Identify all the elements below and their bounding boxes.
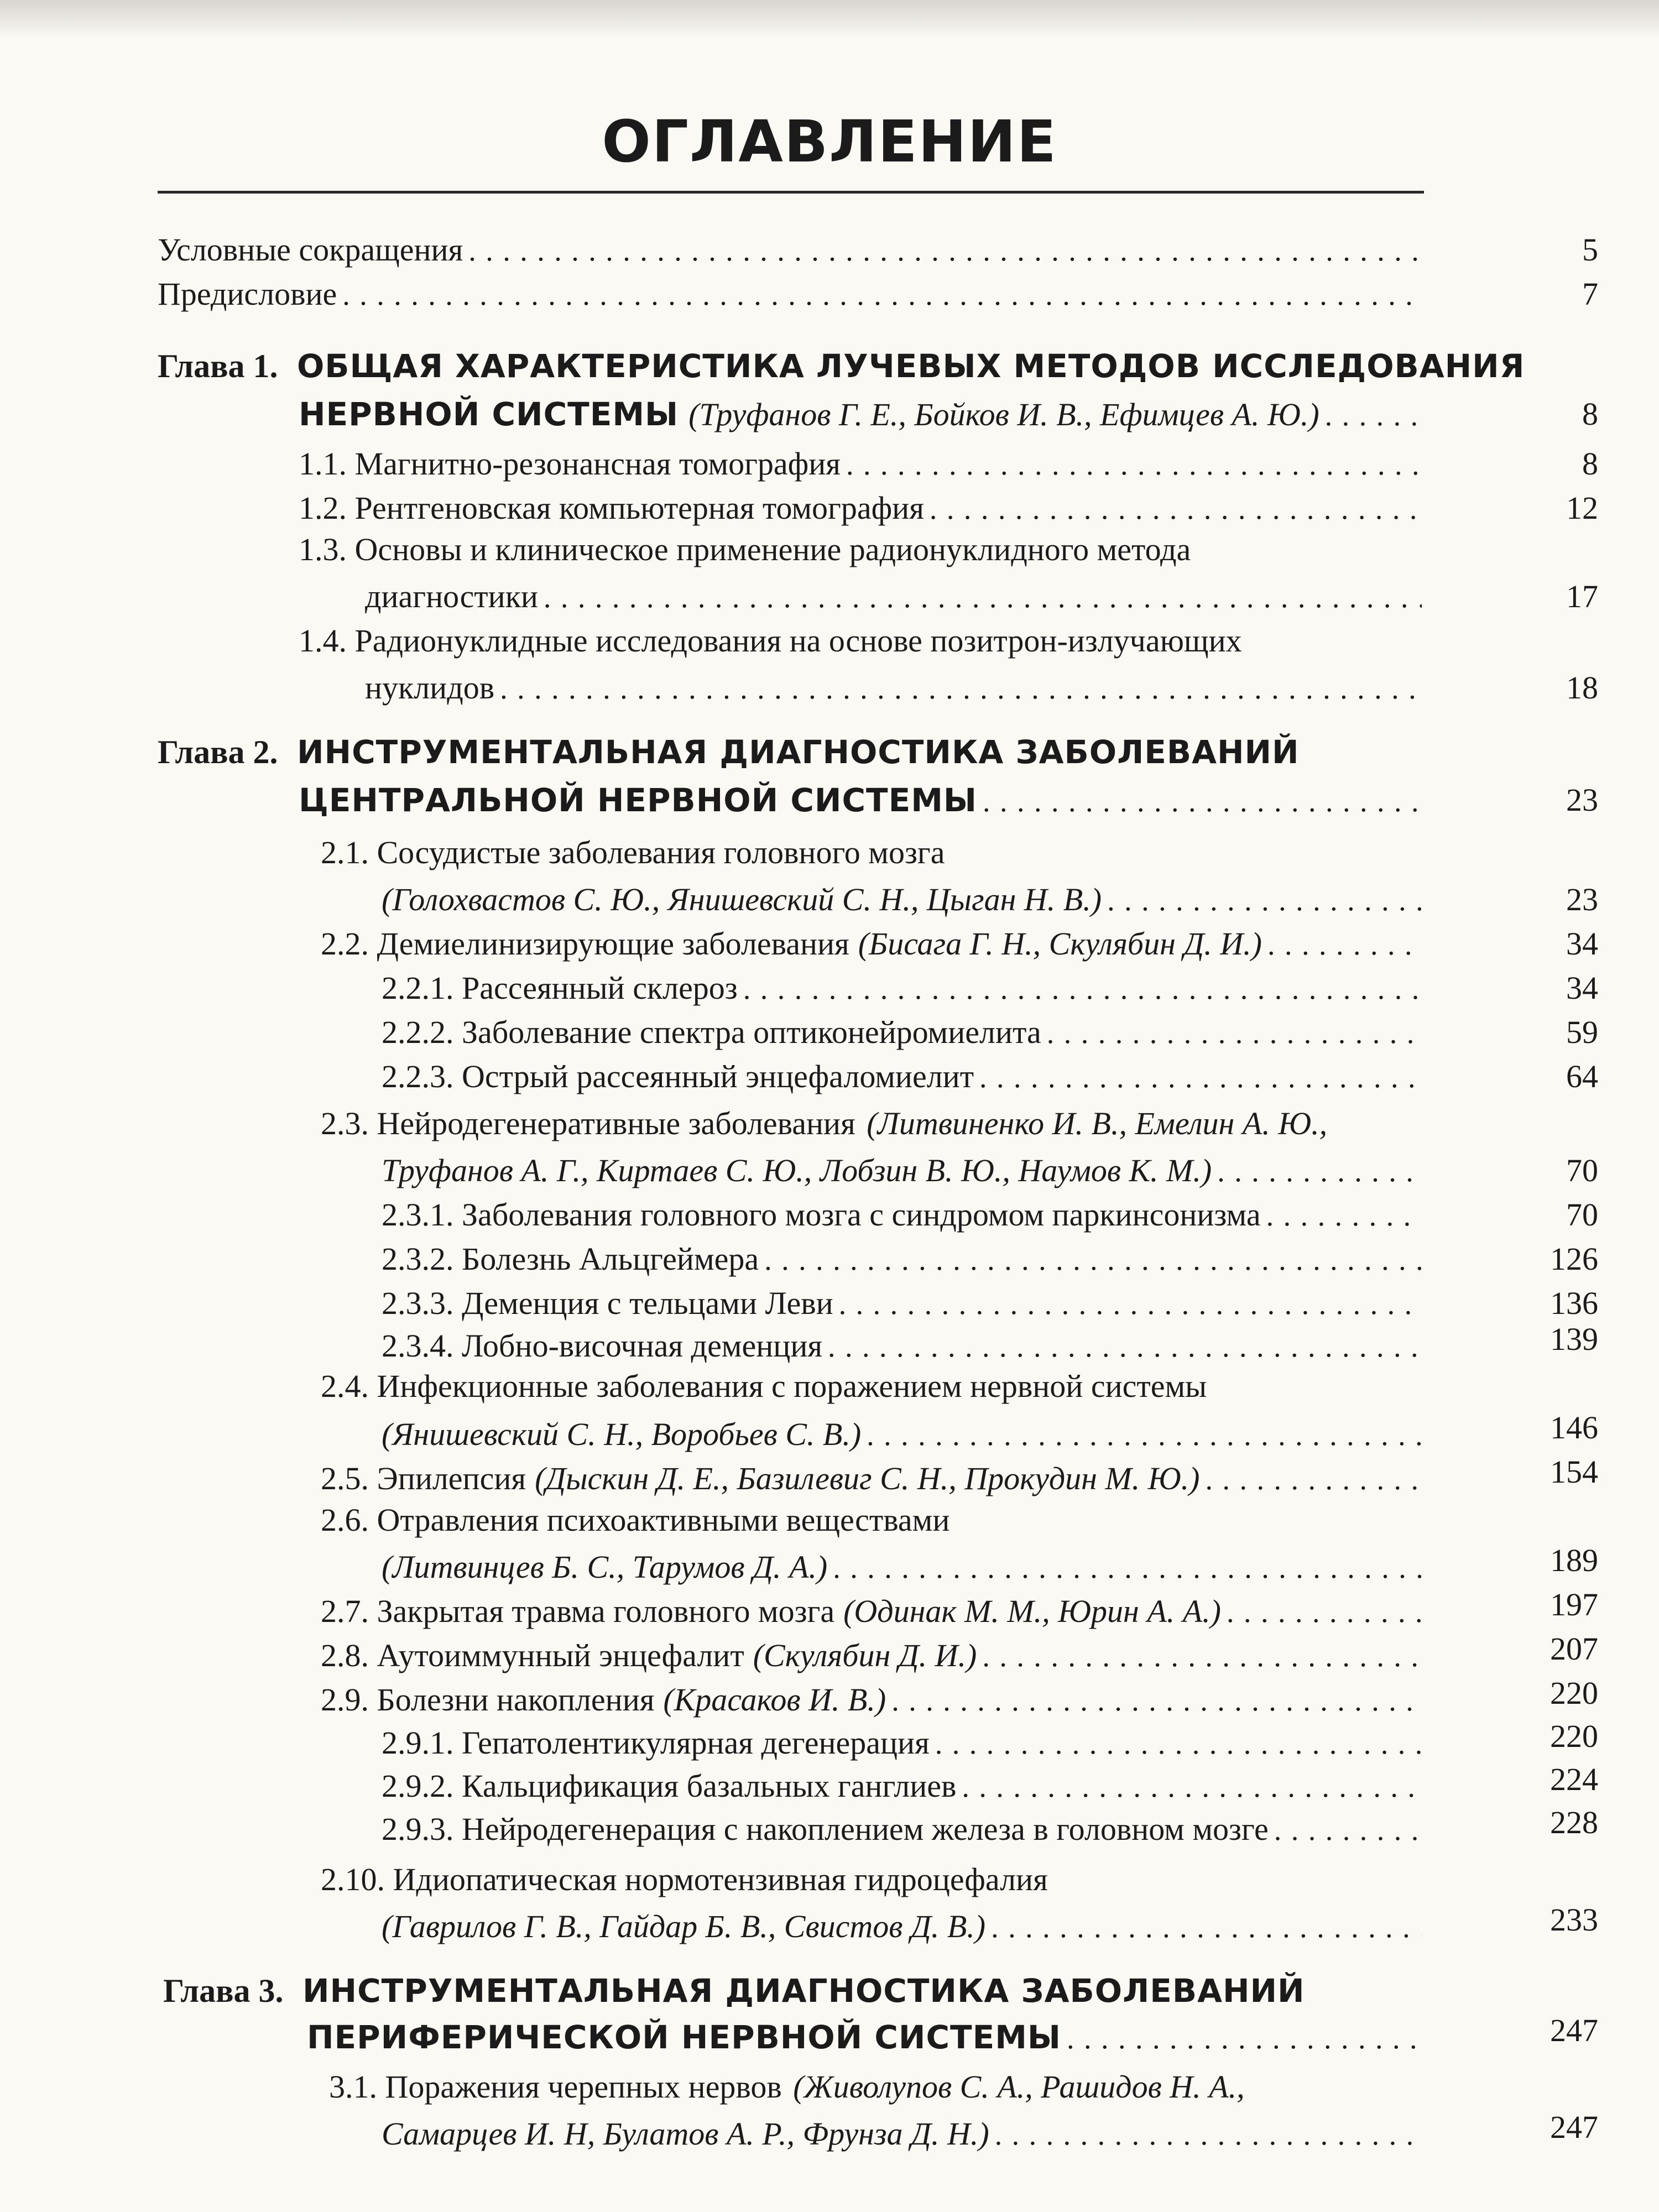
- leader-dots: [1047, 1016, 1422, 1050]
- leader-dots: [962, 1770, 1422, 1804]
- toc-entry-label: 1.4. Радионуклидные исследования на основе позитрон-излучающих: [299, 623, 1242, 659]
- toc-entry-label: 2.9.3. Нейродегенерация с накоплением железа в головном мозге: [382, 1811, 1269, 1847]
- toc-entry-2-7[interactable]: [321, 1593, 1430, 1630]
- toc-page-number: 224: [1550, 1761, 1598, 1797]
- toc-entry-2-9-2[interactable]: [382, 1767, 1430, 1804]
- leader-dots: [764, 1243, 1422, 1277]
- toc-entry-authors: (Живолупов С. А., Рашидов Н. А.,: [793, 2069, 1245, 2105]
- toc-entry-label: 2.8. Аутоиммунный энцефалит: [321, 1637, 744, 1673]
- toc-entry-authors: (Литвиненко И. В., Емелин А. Ю.,: [867, 1105, 1328, 1141]
- leader-dots: [468, 233, 1422, 268]
- toc-entry-authors: Самарцев И. Н, Булатов А. Р., Фрунза Д. Н.): [382, 2116, 989, 2152]
- page-title: ОГЛАВЛЕНИЕ: [602, 108, 1057, 175]
- toc-entry-label: 2.7. Закрытая травма головного мозга: [321, 1593, 835, 1629]
- toc-entry-2-2-3[interactable]: [382, 1058, 1430, 1095]
- toc-page-number: 220: [1550, 1675, 1598, 1711]
- toc-page-number: 228: [1550, 1804, 1598, 1840]
- toc-entry-2-5[interactable]: [321, 1460, 1430, 1497]
- chapter-3-heading[interactable]: [163, 1972, 1305, 2010]
- leader-dots: [1274, 1813, 1422, 1847]
- toc-entry-2-4-cont[interactable]: [382, 1416, 1430, 1453]
- toc-entry-3-1[interactable]: [329, 2071, 1245, 2103]
- chapter-label: Глава 3.: [163, 1973, 284, 2009]
- leader-dots: [991, 1910, 1422, 1944]
- toc-entry-label: 2.2.3. Острый рассеянный энцефаломиелит: [382, 1058, 974, 1094]
- leader-dots: [743, 972, 1422, 1006]
- toc-entry-1-3-cont[interactable]: [365, 578, 1430, 615]
- toc-entry-authors: (Голохвастов С. Ю., Янишевский С. Н., Цыган Н. В.): [382, 881, 1102, 917]
- toc-page-number: 18: [1566, 670, 1598, 706]
- toc-entry-1-4-cont[interactable]: [365, 669, 1430, 706]
- leader-dots: [1067, 2021, 1422, 2056]
- toc-entry-authors: Труфанов А. Г., Киртаев С. Ю., Лобзин В. Ю., Наумов К. М.): [382, 1152, 1212, 1188]
- toc-page-number: 7: [1582, 276, 1598, 312]
- toc-page-number: 8: [1582, 396, 1598, 432]
- chapter-title: ЦЕНТРАЛЬНОЙ НЕРВНОЙ СИСТЕМЫ: [299, 781, 978, 819]
- toc-entry-authors: (Литвинцев Б. С., Тарумов Д. А.): [382, 1549, 828, 1585]
- leader-dots: [995, 2117, 1422, 2152]
- leader-dots: [1227, 1595, 1422, 1629]
- leader-dots: [828, 1329, 1422, 1364]
- toc-entry-2-6-cont[interactable]: [382, 1548, 1430, 1585]
- toc-entry-authors: (Одинак М. М., Юрин А. А.): [843, 1593, 1221, 1629]
- leader-dots: [1325, 398, 1422, 432]
- toc-entry-2-3-2[interactable]: [382, 1240, 1430, 1277]
- toc-entry-authors: (Скулябин Д. И.): [753, 1637, 977, 1673]
- chapter-title: ПЕРИФЕРИЧЕСКОЙ НЕРВНОЙ СИСТЕМЫ: [307, 2018, 1062, 2056]
- toc-entry-label: 2.1. Сосудистые заболевания головного мозга: [321, 834, 945, 870]
- leader-dots: [930, 492, 1422, 526]
- toc-page-number: 247: [1550, 2109, 1598, 2145]
- leader-dots: [1107, 883, 1422, 917]
- toc-entry-2-3[interactable]: [321, 1105, 1328, 1141]
- toc-entry-label: 2.2. Демиелинизирующие заболевания: [321, 926, 849, 962]
- toc-entry-2-3-3[interactable]: [382, 1285, 1430, 1322]
- toc-entry-label: 1.3. Основы и клиническое применение радионуклидного метода: [299, 531, 1191, 567]
- toc-page-number: 70: [1566, 1152, 1598, 1188]
- chapter-2-title-cont[interactable]: [299, 781, 1430, 819]
- toc-entry-2-2-2[interactable]: [382, 1014, 1430, 1051]
- toc-page-number: 154: [1550, 1454, 1598, 1490]
- toc-entry-2-10-cont[interactable]: [382, 1908, 1430, 1945]
- toc-entry-authors: (Дыскин Д. Е., Базилевиг С. Н., Прокудин М. Ю.): [535, 1460, 1200, 1496]
- toc-page-number: 23: [1566, 782, 1598, 818]
- toc-page-number: 136: [1550, 1285, 1598, 1321]
- toc-page-number: 5: [1582, 232, 1598, 268]
- title-rule: [158, 191, 1424, 194]
- toc-page-number: 207: [1550, 1631, 1598, 1667]
- toc-entry-label: 2.6. Отравления психоактивными веществами: [321, 1502, 950, 1538]
- leader-dots: [544, 580, 1422, 614]
- leader-dots: [867, 1418, 1422, 1452]
- leader-dots: [891, 1683, 1422, 1718]
- leader-dots: [935, 1726, 1422, 1761]
- toc-entry-label: 2.5. Эпилепсия: [321, 1460, 526, 1496]
- leader-dots: [1205, 1462, 1422, 1496]
- toc-entry-2-3-1[interactable]: [382, 1196, 1430, 1233]
- toc-entry-label: 2.9.1. Гепатолентикулярная дегенерация: [382, 1725, 930, 1761]
- toc-entry-1-3[interactable]: [299, 531, 1191, 567]
- leader-dots: [342, 278, 1422, 312]
- toc-page-number: 197: [1550, 1587, 1598, 1623]
- chapter-1-heading[interactable]: [158, 349, 1525, 383]
- toc-entry-label: 2.3.4. Лобно-височная деменция: [382, 1328, 823, 1364]
- toc-entry-label: 2.3.3. Деменция с тельцами Леви: [382, 1285, 833, 1321]
- leader-dots: [979, 1060, 1422, 1094]
- toc-entry-label: диагностики: [365, 578, 538, 614]
- toc-page-number: 12: [1566, 490, 1598, 526]
- toc-entry-label: 2.3.1. Заболевания головного мозга с синдромом паркинсонизма: [382, 1197, 1261, 1233]
- toc-page-number: 59: [1566, 1014, 1598, 1050]
- toc-entry-2-2[interactable]: [321, 925, 1430, 962]
- toc-entry-2-2-1[interactable]: [382, 969, 1430, 1006]
- toc-page-number: 70: [1566, 1197, 1598, 1233]
- leader-dots: [982, 1639, 1422, 1673]
- chapter-title: ОБЩАЯ ХАРАКТЕРИСТИКА ЛУЧЕВЫХ МЕТОДОВ ИССЛЕДОВАНИЯ: [296, 347, 1525, 385]
- chapter-2-heading[interactable]: [158, 735, 1300, 769]
- toc-entry-label: нуклидов: [365, 670, 495, 706]
- chapter-label: Глава 2.: [158, 734, 278, 770]
- toc-page-number: 139: [1550, 1321, 1598, 1357]
- toc-entry-label: 2.9. Болезни накопления: [321, 1682, 655, 1718]
- leader-dots: [500, 671, 1422, 706]
- toc-page-number: 189: [1550, 1542, 1598, 1578]
- toc-entry-label: 2.3.2. Болезнь Альцгеймера: [382, 1241, 759, 1277]
- chapter-title: ИНСТРУМЕНТАЛЬНАЯ ДИАГНОСТИКА ЗАБОЛЕВАНИЙ: [296, 733, 1300, 771]
- toc-entry-abbreviations[interactable]: [158, 231, 1430, 268]
- toc-entry-label: 2.2.1. Рассеянный склероз: [382, 970, 738, 1006]
- toc-entry-2-9-1[interactable]: [382, 1724, 1430, 1761]
- leader-dots: [846, 447, 1422, 482]
- toc-page-number: 23: [1566, 881, 1598, 917]
- toc-page-number: 146: [1550, 1410, 1598, 1446]
- toc-entry-2-1-cont[interactable]: [382, 881, 1430, 918]
- toc-entry-label: 2.9.2. Кальцификация базальных ганглиев: [382, 1768, 957, 1804]
- toc-entry-authors: (Бисага Г. Н., Скулябин Д. И.): [858, 926, 1262, 962]
- toc-entry-label: 2.10. Идиопатическая нормотензивная гидроцефалия: [321, 1861, 1048, 1897]
- toc-entry-label: Предисловие: [158, 276, 337, 312]
- toc-entry-1-2[interactable]: [299, 489, 1430, 526]
- chapter-1-title-cont[interactable]: [299, 395, 1430, 433]
- toc-entry-label: 2.3. Нейродегенеративные заболевания: [321, 1105, 855, 1141]
- toc-entry-authors: (Красаков И. В.): [663, 1682, 886, 1718]
- toc-entry-label: 2.4. Инфекционные заболевания с поражением нервной системы: [321, 1368, 1207, 1404]
- toc-entry-preface[interactable]: [158, 275, 1430, 312]
- leader-dots: [839, 1287, 1422, 1321]
- toc-entry-3-1-cont[interactable]: [382, 2115, 1430, 2152]
- toc-entry-2-9-3[interactable]: [382, 1811, 1430, 1848]
- toc-entry-label: 3.1. Поражения черепных нервов: [329, 2069, 782, 2105]
- toc-entry-2-9[interactable]: [321, 1681, 1430, 1718]
- toc-entry-2-3-4[interactable]: [382, 1327, 1430, 1364]
- leader-dots: [1267, 927, 1422, 962]
- leader-dots: [983, 784, 1422, 818]
- toc-page-number: 34: [1566, 926, 1598, 962]
- toc-entry-label: 1.2. Рентгеновская компьютерная томография: [299, 490, 924, 526]
- toc-entry-authors: (Гаврилов Г. В., Гайдар Б. В., Свистов Д. В.): [382, 1908, 986, 1944]
- toc-page-number: 8: [1582, 446, 1598, 482]
- toc-page-number: 64: [1566, 1058, 1598, 1094]
- leader-dots: [1217, 1154, 1422, 1188]
- toc-entry-1-1[interactable]: [299, 445, 1430, 482]
- leader-dots: [1266, 1198, 1422, 1233]
- toc-entry-2-6[interactable]: [321, 1504, 950, 1536]
- toc-entry-2-8[interactable]: [321, 1637, 1430, 1674]
- toc-page-number: 126: [1550, 1241, 1598, 1277]
- toc-entry-authors: (Янишевский С. Н., Воробьев С. В.): [382, 1416, 862, 1452]
- chapter-authors: (Труфанов Г. Е., Бойков И. В., Ефимцев А. Ю.): [688, 397, 1319, 432]
- toc-entry-1-4[interactable]: [299, 625, 1242, 657]
- toc-entry-2-1[interactable]: [321, 834, 945, 870]
- toc-page-number: 247: [1550, 2012, 1598, 2048]
- toc-entry-2-10[interactable]: [321, 1861, 1048, 1897]
- toc-page-number: 233: [1550, 1902, 1598, 1938]
- toc-page-number: 220: [1550, 1718, 1598, 1754]
- toc-entry-label: 1.1. Магнитно-резонансная томография: [299, 446, 841, 482]
- page-shadow: [0, 0, 1659, 39]
- toc-entry-label: Условные сокращения: [158, 232, 463, 268]
- chapter-title: ИНСТРУМЕНТАЛЬНАЯ ДИАГНОСТИКА ЗАБОЛЕВАНИЙ: [302, 1972, 1305, 2010]
- toc-entry-label: 2.2.2. Заболевание спектра оптиконейромиелита: [382, 1014, 1041, 1050]
- chapter-title: НЕРВНОЙ СИСТЕМЫ: [299, 395, 679, 433]
- chapter-label: Глава 1.: [158, 348, 278, 384]
- toc-entry-2-3-cont[interactable]: [382, 1152, 1430, 1189]
- toc-page-number: 17: [1566, 578, 1598, 614]
- toc-entry-2-4[interactable]: [321, 1370, 1207, 1402]
- chapter-3-title-cont[interactable]: [307, 2018, 1430, 2056]
- leader-dots: [833, 1551, 1422, 1585]
- toc-page-number: 34: [1566, 970, 1598, 1006]
